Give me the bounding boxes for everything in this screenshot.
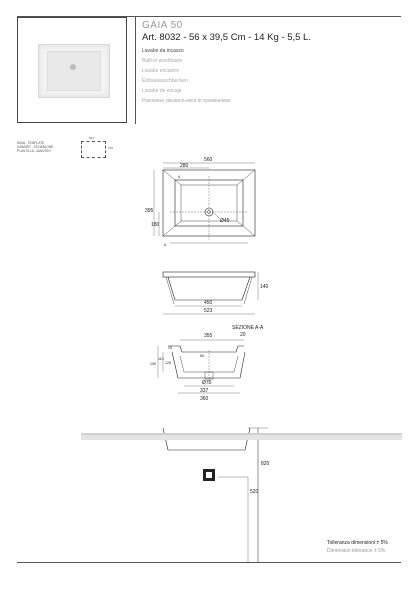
plan-center: 180 <box>151 222 160 228</box>
plan-section-mark: A <box>164 243 167 247</box>
template-height: 376 <box>108 146 114 150</box>
section-h5: 125 <box>165 361 171 365</box>
side-body <box>168 277 250 300</box>
section-bottom1: 337 <box>200 388 209 394</box>
tolerance-en: Dimension tolerance ± 5% <box>327 548 386 554</box>
install-total-height: 820 <box>261 461 270 467</box>
plan-half: 280 <box>180 163 189 169</box>
template-label: DIMA - TEMPLATE <box>17 141 45 145</box>
article-line: Art. 8032 - 56 x 39,5 Cm - 14 Kg - 5,5 L. <box>142 32 311 43</box>
section-h2: 65 <box>200 354 204 358</box>
section-h1: 15 <box>168 346 172 350</box>
template-label: GABARIT - SCHABLONE <box>17 145 54 149</box>
bottom-rule <box>17 562 401 563</box>
section-label: SEZIONE A-A <box>232 325 264 331</box>
side-rim <box>163 272 255 277</box>
section-h3: 105 <box>150 362 156 366</box>
side-outer: 523 <box>204 308 213 314</box>
section-drain: Ø70 <box>202 380 212 386</box>
product-title: GAIA 50 <box>142 20 183 31</box>
side-height: 140 <box>260 284 269 290</box>
plan-height: 395 <box>145 208 154 214</box>
description-de: Einbauwaschbecken <box>142 78 188 84</box>
plan-hole: Ø45 <box>220 218 230 224</box>
template-label: PLANTILLA - ШАБЛОН <box>17 149 51 153</box>
description-en: Built-in washbasin <box>142 58 183 64</box>
plan-width: 560 <box>204 157 213 163</box>
plan-section-mark: A <box>178 175 181 179</box>
tolerance-it: Tolleranza dimensioni ± 5% <box>327 540 388 546</box>
description-ru: Раковина умывальника встраиваемая <box>142 98 231 104</box>
install-pipe-height: 520 <box>250 489 259 495</box>
section-bottom2: 360 <box>200 396 209 402</box>
section-h4: 110 <box>158 357 164 361</box>
section-width: 355 <box>204 333 213 339</box>
section-top: 20 <box>240 332 246 338</box>
section-body <box>172 352 245 378</box>
section-rim <box>168 346 244 352</box>
template-width: 502 <box>89 136 95 140</box>
description-fr: Lavabo encastré <box>142 68 179 74</box>
description-es: Lavabo de encaje <box>142 88 182 94</box>
description-it: Lavabo da incasso <box>142 48 184 54</box>
side-inner: 450 <box>204 300 213 306</box>
